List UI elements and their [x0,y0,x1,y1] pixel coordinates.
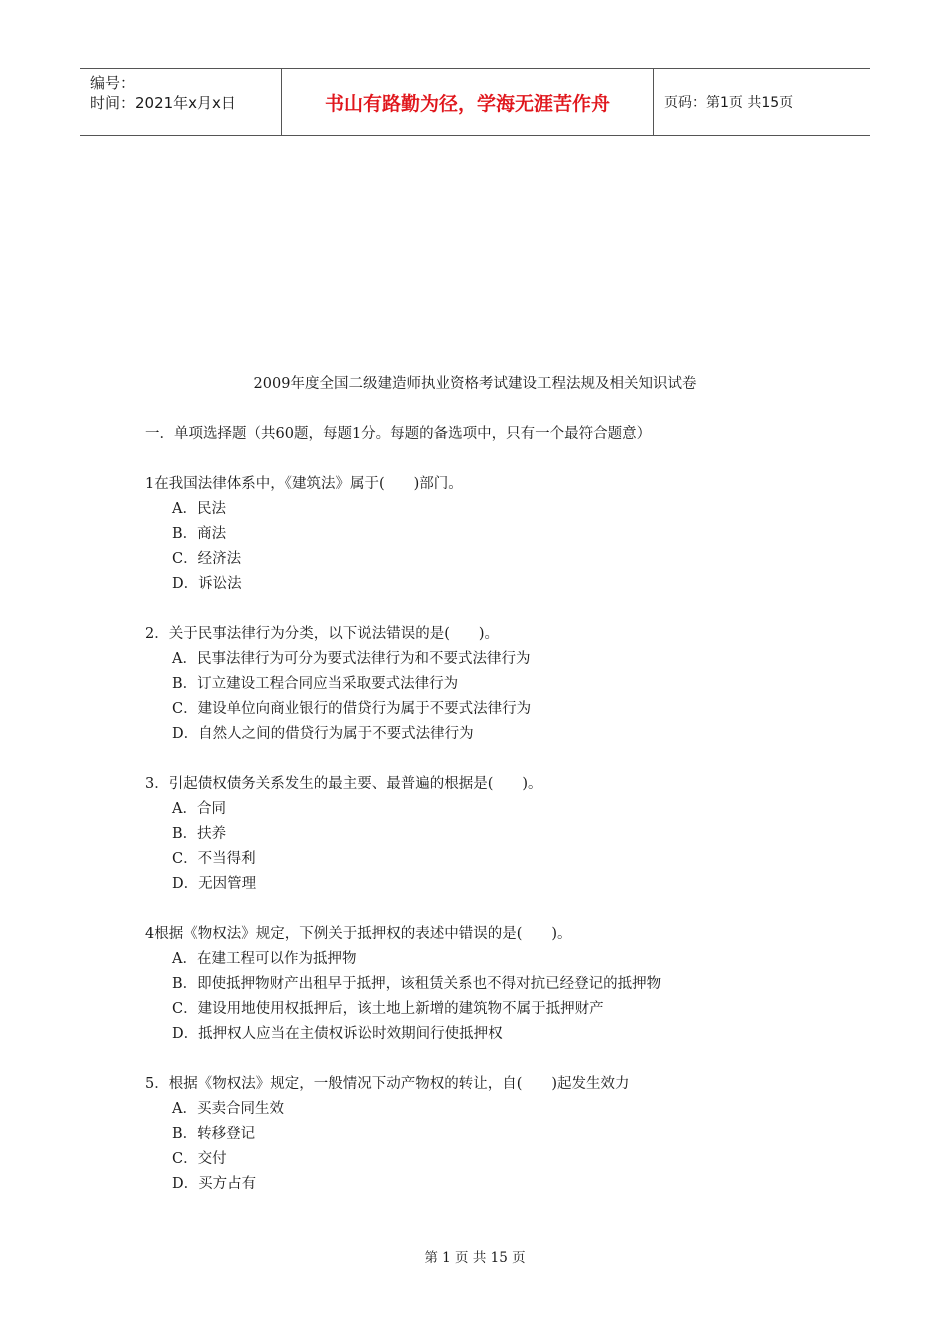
option-c: C．经济法 [172,551,242,567]
option-d: D．无因管理 [172,876,257,892]
question-1 [145,472,845,597]
question-stem: 5．根据《物权法》规定，一般情况下动产物权的转让，自( )起发生效力 [145,1076,630,1092]
date-label: 时间：2021年x月x日 [90,94,236,112]
question-stem: 4根据《物权法》规定，下例关于抵押权的表述中错误的是( )。 [145,926,572,942]
question-5 [145,1072,845,1197]
question-2 [145,622,845,747]
section-heading: 一．单项选择题（共60题，每题1分。每题的备选项中，只有一个最符合题意） [145,426,652,442]
question-stem: 3．引起债权债务关系发生的最主要、最普遍的根据是( )。 [145,776,543,792]
document-title: 2009年度全国二级建造师执业资格考试建设工程法规及相关知识试卷 [253,376,697,392]
option-c: C．不当得利 [172,851,256,867]
option-c: C．建设用地使用权抵押后，该土地上新增的建筑物不属于抵押财产 [172,1001,604,1017]
question-3 [145,772,845,897]
option-a: A．在建工程可以作为抵押物 [172,951,357,967]
option-a: A．合同 [172,801,226,817]
option-c: C．交付 [172,1151,227,1167]
number-label: 编号： [90,74,136,92]
motto-text: 书山有路勤为径，学海无涯苦作舟 [324,92,610,115]
page-info: 页码：第1页 共15页 [664,95,794,111]
question-stem: 2．关于民事法律行为分类，以下说法错误的是( )。 [145,626,500,642]
option-b: B．商法 [172,526,227,542]
option-b: B．转移登记 [172,1126,256,1142]
option-d: D．自然人之间的借贷行为属于不要式法律行为 [172,726,474,742]
option-b: B．即使抵押物财产出租早于抵押，该租赁关系也不得对抗已经登记的抵押物 [172,976,662,992]
option-a: A．民法 [172,501,226,517]
document-body [145,422,845,1222]
question-4 [145,922,845,1047]
option-a: A．买卖合同生效 [172,1101,284,1117]
page-info-cell [654,69,870,135]
option-d: D．买方占有 [172,1176,257,1192]
motto-cell [282,69,654,135]
header-table [80,68,870,136]
option-d: D．抵押权人应当在主债权诉讼时效期间行使抵押权 [172,1026,503,1042]
option-b: B．订立建设工程合同应当采取要式法律行为 [172,676,459,692]
header-left-cell [80,69,282,135]
option-b: B．扶养 [172,826,227,842]
question-stem: 1在我国法律体系中，《建筑法》属于( )部门。 [145,476,463,492]
option-c: C．建设单位向商业银行的借贷行为属于不要式法律行为 [172,701,532,717]
page-footer: 第 1 页 共 15 页 [424,1250,526,1266]
option-d: D．诉讼法 [172,576,242,592]
option-a: A．民事法律行为可分为要式法律行为和不要式法律行为 [172,651,531,667]
